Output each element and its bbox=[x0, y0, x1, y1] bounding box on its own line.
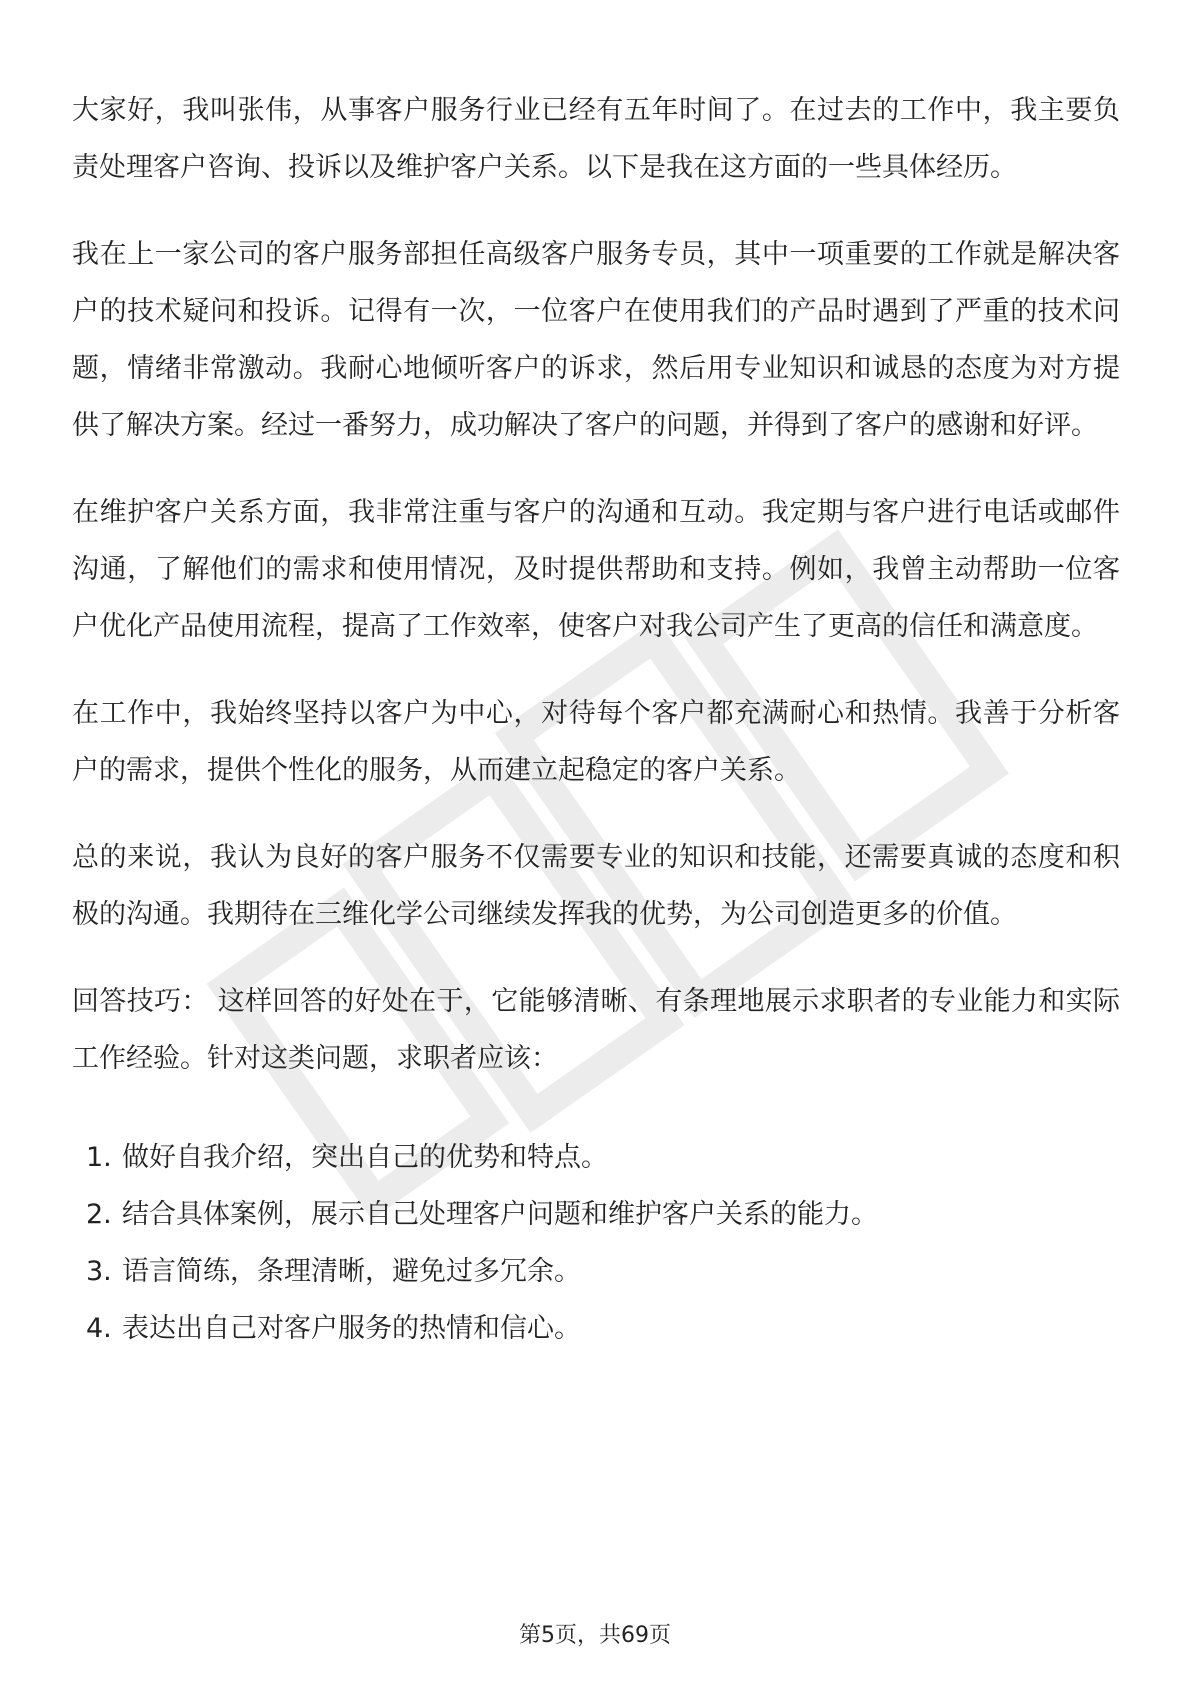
page-number-footer: 第5页，共69页 bbox=[519, 1623, 671, 1648]
list-item-number: 3. bbox=[86, 1256, 112, 1287]
tips-list bbox=[72, 1129, 1120, 1357]
paragraph-tips-intro: 回答技巧： 这样回答的好处在于，它能够清晰、有条理地展示求职者的专业能力和实际工作经验。针对这类问题，求职者应该： bbox=[72, 986, 1120, 1074]
paragraph-summary: 总的来说，我认为良好的客户服务不仅需要专业的知识和技能，还需要真诚的态度和积极的沟通。我期待在三维化学公司继续发挥我的优势，为公司创造更多的价值。 bbox=[72, 842, 1120, 930]
list-item bbox=[86, 1300, 1120, 1357]
list-item-text: 表达出自己对客户服务的热情和信心。 bbox=[122, 1313, 581, 1344]
document-body bbox=[72, 82, 1120, 1357]
list-item-number: 2. bbox=[86, 1199, 112, 1230]
list-item bbox=[86, 1129, 1120, 1186]
list-item-text: 做好自我介绍，突出自己的优势和特点。 bbox=[122, 1142, 608, 1173]
list-item bbox=[86, 1243, 1120, 1300]
paragraph-customer-centric: 在工作中，我始终坚持以客户为中心，对待每个客户都充满耐心和热情。我善于分析客户的需求，提供个性化的服务，从而建立起稳定的客户关系。 bbox=[72, 698, 1120, 786]
paragraph-relationship: 在维护客户关系方面，我非常注重与客户的沟通和互动。我定期与客户进行电话或邮件沟通，了解他们的需求和使用情况，及时提供帮助和支持。例如，我曾主动帮助一位客户优化产品使用流程，提高了工作效率，使客户对我公司产生了更高的信任和满意度。 bbox=[72, 497, 1120, 642]
paragraph-experience: 我在上一家公司的客户服务部担任高级客户服务专员，其中一项重要的工作就是解决客户的技术疑问和投诉。记得有一次，一位客户在使用我们的产品时遇到了严重的技术问题，情绪非常激动。我耐心地倾听客户的诉求，然后用专业知识和诚恳的态度为对方提供了解决方案。经过一番努力，成功解决了客户的问题，并得到了客户的感谢和好评。 bbox=[72, 239, 1120, 441]
list-item-number: 4. bbox=[86, 1313, 112, 1344]
list-item-text: 结合具体案例，展示自己处理客户问题和维护客户关系的能力。 bbox=[122, 1199, 878, 1230]
list-item bbox=[86, 1186, 1120, 1243]
list-item-number: 1. bbox=[86, 1142, 112, 1173]
paragraph-intro: 大家好，我叫张伟，从事客户服务行业已经有五年时间了。在过去的工作中，我主要负责处理客户咨询、投诉以及维护客户关系。以下是我在这方面的一些具体经历。 bbox=[72, 95, 1120, 183]
list-item-text: 语言简练，条理清晰，避免过多冗余。 bbox=[122, 1256, 581, 1287]
